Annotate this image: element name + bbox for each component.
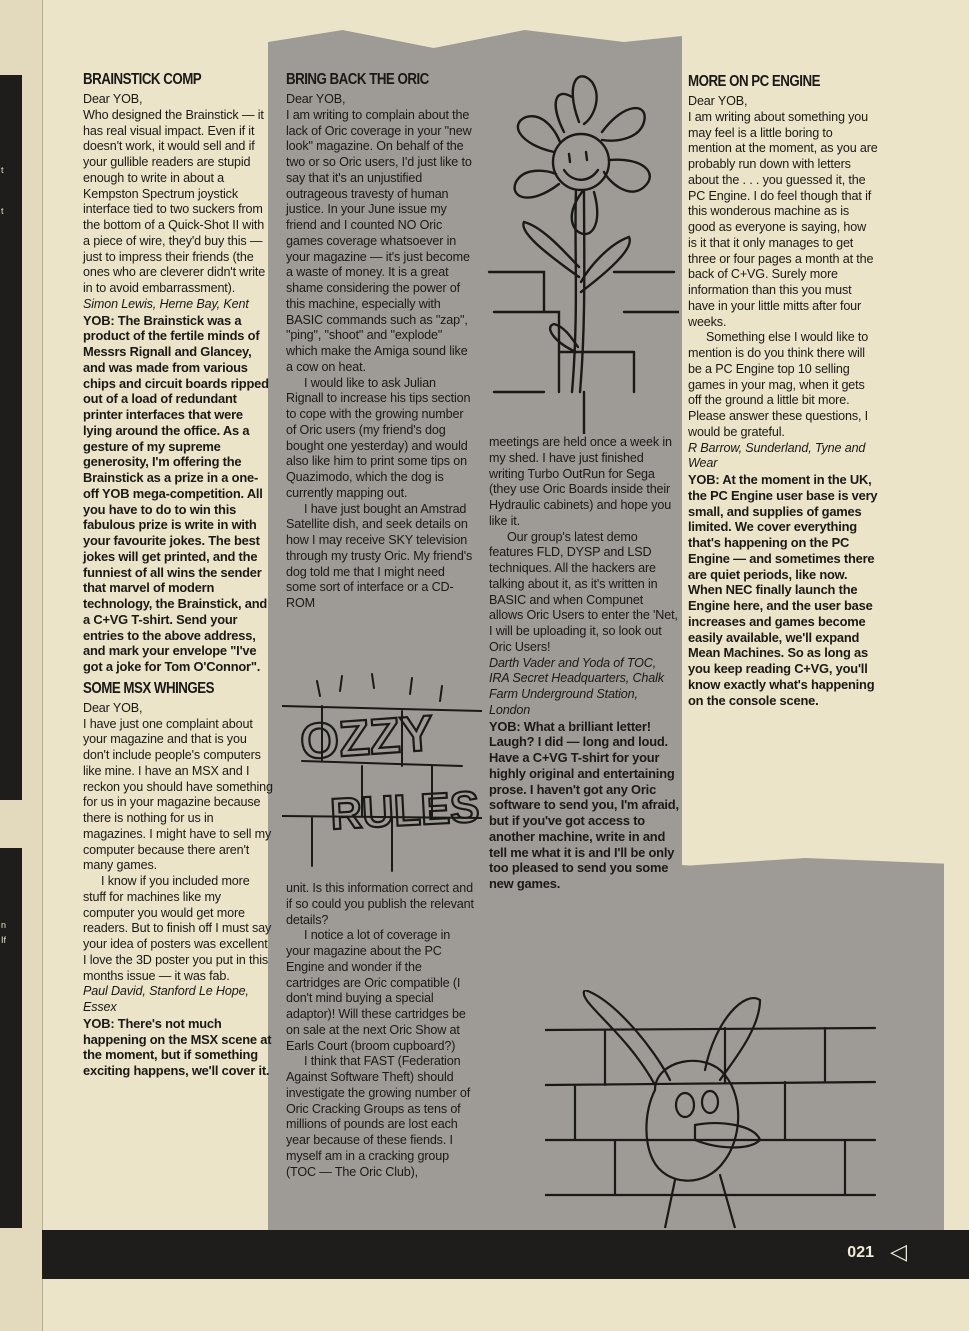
salutation: Dear YOB, [83,92,143,106]
flower-drawing [484,62,679,434]
letter-signature: Paul David, Stanford Le Hope, Essex [83,984,249,1014]
salutation: Dear YOB, [83,700,143,715]
letter-paragraph: I know if you included more stuff for machines like my computer you would get more readers. But to finish off I must say your idea of posters was excellent I love the 3D poster you put in this months issue — it was fab. [83,874,272,983]
letter-oric-part-1 [286,70,474,612]
salutation: Dear YOB, [286,92,346,106]
footer-bar [42,1230,969,1279]
letter-signature: R Barrow, Sunderland, Tyne and Wear [688,440,866,471]
yob-reply: YOB: What a brilliant letter! Laugh? I did — long and loud. Have a C+VG T-shirt for your highly original and entertaining prose. I haven't got any Oric software to send you, I'm afraid, but if you've got access to another machine, write in and tell me what it is and I'll be only too pleased to send you some new games. [489,718,679,891]
page-arrow-icon: ◁ [890,1239,907,1264]
letter-paragraph: I think that FAST (Federation Against Software Theft) should investigate the growing number of Oric Cracking Groups as tens of millions of pounds are lost each year because of these fiends. I myself am in a cracking group (TOC — The Oric Club), [286,1054,471,1179]
rabbit-drawing [545,990,885,1228]
letter-paragraph: I am writing to complain about the lack of Oric coverage in your "new look" magazine. On behalf of the two or so Oric users, I'd just like to say that it's an unjustified outrageous travesty of human justice. In your June issue my friend and I counted NO Oric games coverage whatsoever in your magazine — it's just become a waste of money. It is a great shame considering the power of this machine, especially with BASIC commands such as "zap", "ping", "shoot" and "explode" which make the Amiga sound like a cow on heat. [286,107,472,374]
graffiti-text-ozzy: OZZY [298,704,436,770]
heading-some-msx-whinges: SOME MSX WHINGES [83,679,214,697]
graffiti-drawing [282,666,482,880]
letter-body: Who designed the Brainstick — it has real visual impact. Even if it doesn't work, it would sell and if your gullible readers are stupid enough to write in about a Kempston Spectrum joystick interface tied to two suckers from the bottom of a Quick-Shot II with a piece of wire, they'd buy this — just to impress their friends (the ones who are cleverer didn't write in to avoid embarrassment). [83,107,266,295]
letter-paragraph: I notice a lot of coverage in your magazine about the PC Engine and wonder if the cartridges are Oric compatible (I don't mind buying a special adaptor)! Will these cartridges be on sale at the next Oric Show at Earls Court (broom cupboard?) [286,928,466,1053]
letter-oric-part-2 [286,881,474,1180]
previous-page-fragment: If [1,935,7,945]
heading-more-on-pc-engine: MORE ON PC ENGINE [688,73,820,90]
graffiti-text-rules: RULES [329,782,481,840]
letter-paragraph: Something else I would like to mention is do you think there will be a PC Engine top 10 selling games in your mag, when it gets off the ground a little bit more. Please answer these questions, I would be grateful. [688,330,869,439]
previous-page-edge [0,0,43,1331]
letter-paragraph: I have just one complaint about your magazine and that is you don't include people's computers like mine. I have an MSX and I reckon you should have something for us in your magazine because there is nothing for us in magazines. I might have to sell my computer because there aren't many games. [83,716,273,873]
letter-paragraph: I have just bought an Amstrad Satellite dish, and seek details on how I may receive SKY television through my trusty Oric. My friend's dog told me that I might need some sort of interface or a CD-ROM [286,501,473,610]
heading-brainstick-comp: BRAINSTICK COMP [83,71,202,88]
previous-page-bar-bottom [0,848,22,1228]
previous-page-bar-top [0,75,22,800]
previous-page-fragment: t [1,165,4,175]
yob-reply: YOB: There's not much happening on the MSX scene at the moment, but if something exciting happens, we'll cover it. [83,1015,272,1078]
yob-reply: YOB: At the moment in the UK, the PC Engine user base is very small, and supplies of games limited. We cover everything that's happening on the PC Engine — and sometimes there are quiet periods, like now. When NEC finally launch the Engine here, and the user base increases and games become easily available, we'll expand Mean Machines. So as long as you keep reading C+VG, you'll know exactly what's happening on the console scene. [688,472,878,708]
letter-paragraph: I would like to ask Julian Rignall to increase his tips section to cope with the growing number of Oric users (my friend's dog bought one yesterday) and would also like him to print some tips on Quazimodo, which the dog is currently mapping out. [286,375,471,500]
page-number: 021 [847,1244,874,1261]
previous-page-fragment: n [1,920,7,930]
letter-paragraph: unit. Is this information correct and if so could you publish the relevant details? [286,881,474,927]
heading-bring-back-the-oric: BRING BACK THE ORIC [286,71,429,88]
letter-signature: Darth Vader and Yoda of TOC, IRA Secret Headquarters, Chalk Farm Underground Station, London [489,655,664,717]
letter-paragraph: I am writing about something you may feel is a little boring to mention at the moment, as you are probably run down with letters about the . . . you guessed it, the PC Engine. I do feel though that if this wonderous machine as is good as everyone is saying, how is it that it only manages to get three or four pages a month at the back of C+VG. Surely more information than this you must have in your little mitts after four weeks. [688,109,878,329]
salutation: Dear YOB, [688,94,748,108]
letter-paragraph: Our group's latest demo features FLD, DYSP and LSD techniques. All the hackers are talking about it, as it's written in BASIC and when Compunet allows Oric Users to enter the 'Net, I will be uploading it, so look out Oric Users! [489,529,678,654]
letter-brainstick [83,70,273,1079]
letter-paragraph: meetings are held once a week in my shed. I have just finished writing Turbo OutRun for Sega (they use Oric Boards inside their Hydraulic cabinets) and hope you like it. [489,435,672,528]
letter-oric-part-3 [489,435,679,892]
letter-pc-engine [688,72,878,708]
letter-signature: Simon Lewis, Herne Bay, Kent [83,296,249,311]
previous-page-fragment: t [1,206,4,216]
yob-reply: YOB: The Brainstick was a product of the fertile minds of Messrs Rignall and Glancey, and was made from various chips and circuit boards ripped out of a load of redundant printer interfaces that were lying around the office. As a gesture of my supreme generosity, I'm offering the Brainstick as a prize in a one-off YOB mega-competition. All you have to do to win this fabulous prize is write in with your favourite jokes. The best jokes will get printed, and the funniest of all wins the sender that marvel of modern technology, the Brainstick, and a C+VG T-shirt. Send your entries to the above address, and mark your envelope "I've got a joke for Tom O'Connor". [83,312,269,674]
